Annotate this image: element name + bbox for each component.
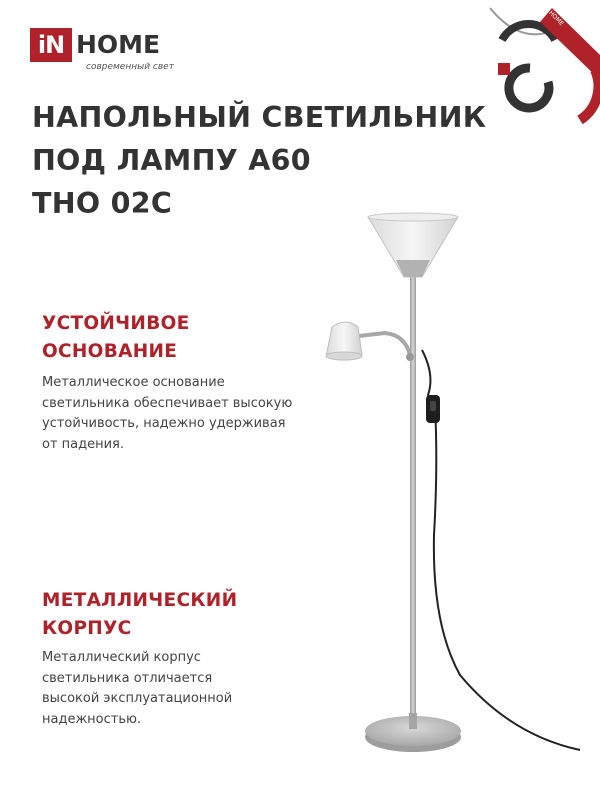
- heading-line: ОСНОВАНИЕ: [42, 341, 178, 362]
- heading-line: УСТОЙЧИВОЕ: [42, 313, 190, 334]
- section-heading-base: [42, 310, 190, 366]
- heading-line: КОРПУС: [42, 618, 132, 639]
- body-line: надежностью.: [42, 711, 142, 727]
- logo-tagline: современный свет: [86, 62, 174, 72]
- section-body-body: [42, 648, 232, 730]
- section-body-base: [42, 373, 292, 455]
- body-line: Металлический корпус: [42, 650, 201, 665]
- title-line: НАПОЛЬНЫЙ СВЕТИЛЬНИК: [32, 101, 487, 134]
- heading-line: МЕТАЛЛИЧЕСКИЙ: [42, 590, 238, 611]
- body-line: высокой эксплуатационной: [42, 691, 233, 706]
- body-line: Металлическое основание: [42, 375, 225, 390]
- title-line: ТНО 02С: [32, 187, 173, 220]
- title-line: ПОД ЛАМПУ А60: [32, 144, 311, 177]
- logo-wordmark: HOME: [76, 30, 161, 59]
- body-line: от падения.: [42, 436, 125, 452]
- logo-badge-text: iN: [37, 31, 65, 59]
- corner-mark-text: IN HOME: [541, 3, 565, 28]
- body-line: светильника отличается: [42, 670, 213, 686]
- body-line: светильника обеспечивает высокую: [42, 395, 293, 411]
- floor-lamp-icon: [310, 205, 600, 785]
- brand-logo: [30, 28, 200, 70]
- section-heading-body: [42, 587, 237, 643]
- body-line: устойчивость, надежно удерживая: [42, 416, 286, 431]
